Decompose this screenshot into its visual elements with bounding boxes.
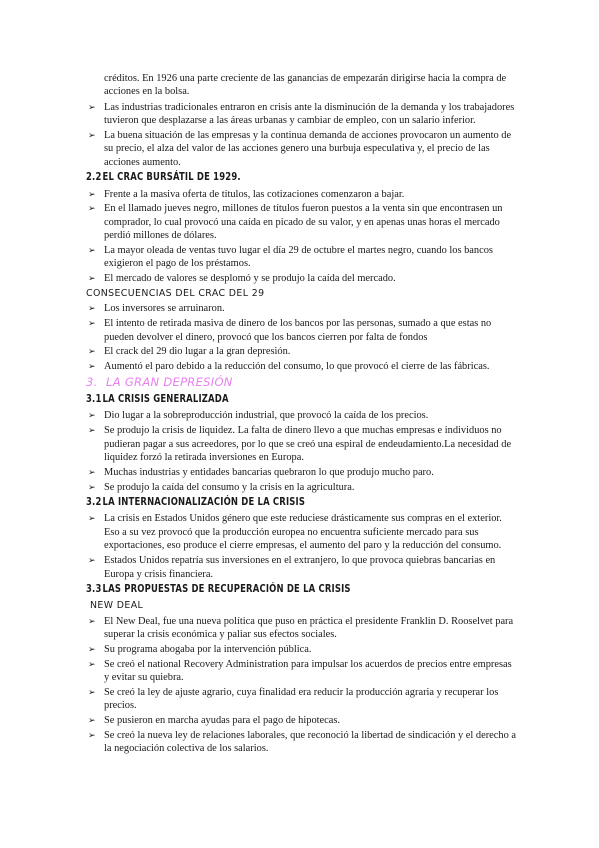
list-item: ➢ Aumentó el paro debido a la reducción del consumo, lo que provocó el cierre de las fábricas. [88, 361, 490, 373]
document-body [86, 72, 519, 756]
list-item: ➢ Frente a la masiva oferta de títulos, las cotizaciones comenzaron a bajar. [88, 188, 405, 200]
arrow-bullet-icon: ➢ [88, 246, 96, 257]
arrow-bullet-icon: ➢ [88, 687, 96, 698]
arrow-bullet-icon: ➢ [88, 347, 96, 358]
list-item: ➢ Muchas industrias y entidades bancarias quebraron lo que produjo mucho paro. [88, 466, 434, 478]
section-heading-3-1: 3.1LA CRISIS GENERALIZADA [86, 394, 229, 406]
arrow-bullet-icon: ➢ [88, 426, 96, 437]
section-heading-2-2: 2.2EL CRAC BURSÁTIL DE 1929. [86, 172, 241, 184]
list-item: ➢ Su programa abogaba por la intervención pública. [88, 643, 312, 655]
arrow-bullet-icon: ➢ [88, 556, 96, 567]
arrow-bullet-icon: ➢ [88, 304, 96, 315]
list-item: ➢ La crisis en Estados Unidos género que este reduciese drásticamente sus compras en el exterior. Eso a su vez provocó que la producción europea no encuentra suficiente mercado para sus exportaciones, eso produce el cierre empresas, el aumento del paro y la reducción del consumo. [88, 513, 502, 552]
list-item: ➢ Se creó el national Recovery Administration para impulsar los acuerdos de precios entre empresas y evitar su quiebra. [88, 658, 512, 684]
list-item: ➢ El crack del 29 dio lugar a la gran depresión. [88, 346, 291, 358]
list-item: ➢ Se creó la ley de ajuste agrario, cuya finalidad era reducir la producción agraria y recuperar los precios. [88, 686, 499, 712]
arrow-bullet-icon: ➢ [88, 616, 96, 627]
list-item: ➢ La buena situación de las empresas y la continua demanda de acciones provocaron un aumento de su precio, el alza del valor de las acciones genero una burbuja especulativa y, el precio de las acciones aumento. [88, 130, 512, 168]
list-item: ➢ Los inversores se arruinaron. [88, 303, 225, 315]
arrow-bullet-icon: ➢ [88, 204, 96, 215]
list-item: ➢ Se produjo la caída del consumo y la crisis en la agricultura. [88, 481, 355, 493]
list-item: ➢ El intento de retirada masiva de dinero de los bancos por las personas, sumado a que estas no pueden devolver el dinero, provocó que los bancos cierren por falta de fondos [88, 318, 492, 343]
list-item: ➢ Se produjo la crisis de liquidez. La falta de dinero llevo a que muchas empresas e individuos no pudieran pagar a sus acreedores, por lo que se creó una espiral de endeudamiento.La necesidad de liquidez forzó la retirada inversiones en Europa. [88, 425, 512, 464]
list-item: ➢ En el llamado jueves negro, millones de títulos fueron puestos a la venta sin que encontrasen un comprador, lo cual provocó una caída en picado de su valor, y en apenas unas horas el mercado perdió millones de dólares. [88, 203, 503, 242]
arrow-bullet-icon: ➢ [88, 644, 96, 655]
arrow-bullet-icon: ➢ [88, 189, 96, 200]
arrow-bullet-icon: ➢ [88, 102, 96, 113]
section-heading-3: 3. LA GRAN DEPRESIÓN [86, 374, 233, 389]
section-heading-3-3: 3.3LAS PROPUESTAS DE RECUPERACIÓN DE LA CRISIS [86, 583, 351, 595]
list-item: ➢ El mercado de valores se desplomó y se produjo la caída del mercado. [88, 273, 396, 285]
arrow-bullet-icon: ➢ [88, 411, 96, 422]
arrow-bullet-icon: ➢ [88, 467, 96, 478]
arrow-bullet-icon: ➢ [88, 362, 96, 373]
list-item: ➢ Se creó la nueva ley de relaciones laborales, que reconoció la libertad de sindicación y el derecho a la negociación colectiva de los salarios. [88, 729, 516, 755]
list-item: ➢ Estados Unidos repatría sus inversiones en el extranjero, lo que provoca quiebras bancarias en Europa y crisis financiera. [88, 555, 496, 580]
arrow-bullet-icon: ➢ [88, 274, 96, 285]
arrow-bullet-icon: ➢ [88, 514, 96, 525]
list-item: ➢ Las industrias tradicionales entraron en crisis ante la disminución de la demanda y los trabajadores tuvieron que desplazarse a las áreas urbanas y cambiar de empleo, con un salario inferior. [88, 101, 515, 127]
arrow-bullet-icon: ➢ [88, 319, 96, 330]
arrow-bullet-icon: ➢ [88, 659, 96, 670]
arrow-bullet-icon: ➢ [88, 730, 96, 741]
arrow-bullet-icon: ➢ [88, 131, 96, 142]
consequences-heading: CONSECUENCIAS DEL CRAC DEL 29 [86, 288, 265, 300]
section-heading-3-2: 3.2LA INTERNACIONALIZACIÓN DE LA CRISIS [86, 497, 306, 509]
new-deal-subheading: NEW DEAL [90, 600, 144, 612]
list-item: ➢ Se pusieron en marcha ayudas para el pago de hipotecas. [88, 715, 341, 727]
continuation-paragraph: créditos. En 1926 una parte creciente de las ganancias de empezarán dirigirse hacia la compra de acciones en la bolsa. [104, 73, 507, 98]
list-item: ➢ La mayor oleada de ventas tuvo lugar el día 29 de octubre el martes negro, cuando los bancos exigieron el pago de los préstamos. [88, 245, 493, 270]
list-item: ➢ Dio lugar a la sobreproducción industrial, que provocó la caída de los precios. [88, 410, 429, 422]
list-item: ➢ El New Deal, fue una nueva política que puso en práctica el presidente Franklin D. Rooselvet para superar la crisis económica y paliar sus efectos sociales. [88, 615, 514, 641]
arrow-bullet-icon: ➢ [88, 716, 96, 727]
arrow-bullet-icon: ➢ [88, 482, 96, 493]
